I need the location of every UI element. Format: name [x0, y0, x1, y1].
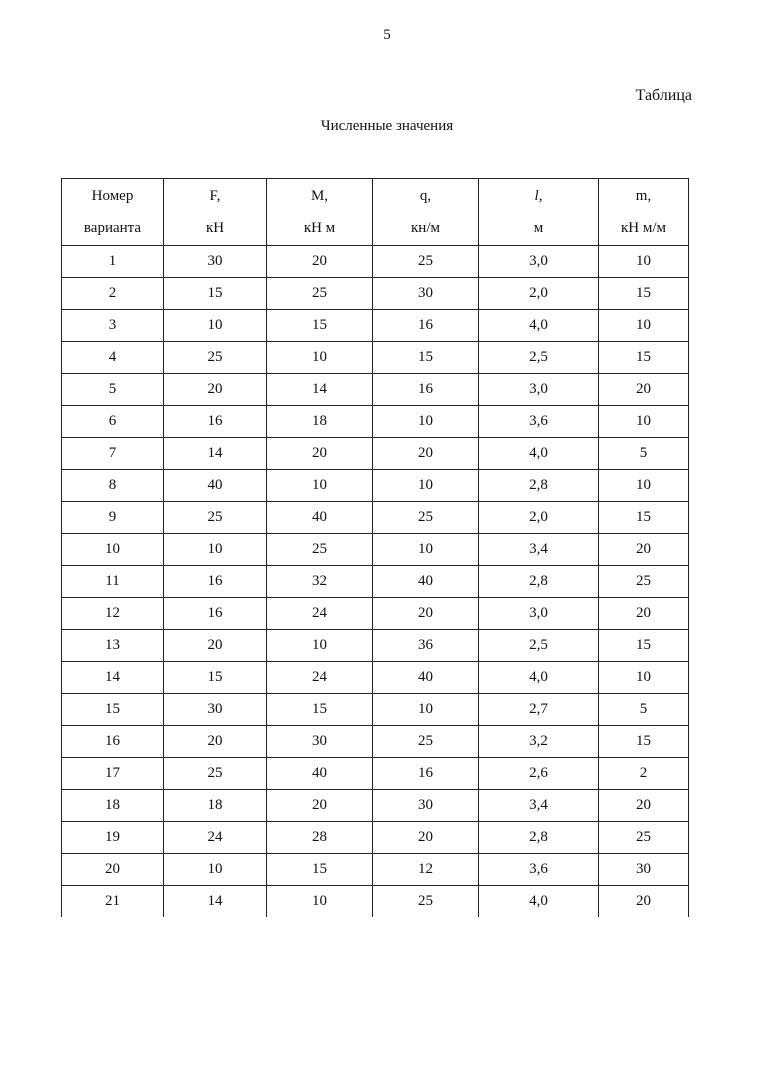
table-cell: 10 [373, 470, 479, 502]
table-cell: 10 [373, 406, 479, 438]
table-cell: 9 [62, 502, 164, 534]
table-cell: 15 [164, 278, 267, 310]
table-cell: 2 [599, 758, 689, 790]
table-label: Таблица [635, 87, 692, 104]
table-header-row [62, 179, 689, 246]
table-row [62, 406, 689, 438]
header-line: m, [635, 188, 652, 204]
header-line: Номер [91, 188, 134, 204]
table-cell: 2 [62, 278, 164, 310]
table-cell: 15 [599, 342, 689, 374]
table-cell: 21 [62, 886, 164, 918]
table-cell: 20 [267, 790, 373, 822]
table-cell: 4,0 [479, 662, 599, 694]
table-row [62, 534, 689, 566]
table-cell: 2,0 [479, 278, 599, 310]
table-cell: 20 [599, 374, 689, 406]
table-body [62, 246, 689, 918]
table-cell: 10 [62, 534, 164, 566]
table-cell: 14 [62, 662, 164, 694]
table-cell: 7 [62, 438, 164, 470]
header-line: M, [310, 188, 329, 204]
table-cell: 10 [599, 310, 689, 342]
header-moment [267, 179, 373, 246]
header-variant-number [62, 179, 164, 246]
table-cell: 20 [164, 374, 267, 406]
table-row [62, 502, 689, 534]
table-cell: 3 [62, 310, 164, 342]
table-cell: 25 [267, 534, 373, 566]
table-cell: 15 [267, 310, 373, 342]
page-number: 5 [383, 27, 391, 43]
table-row [62, 598, 689, 630]
table-cell: 40 [267, 502, 373, 534]
table-cell: 25 [599, 822, 689, 854]
table-cell: 30 [164, 694, 267, 726]
table-cell: 10 [599, 662, 689, 694]
table-cell: 25 [164, 758, 267, 790]
table-cell: 10 [599, 246, 689, 278]
header-line: F, [209, 188, 221, 204]
table-cell: 15 [62, 694, 164, 726]
table-cell: 1 [62, 246, 164, 278]
table-cell: 15 [599, 502, 689, 534]
table-cell: 28 [267, 822, 373, 854]
table-cell: 20 [62, 854, 164, 886]
table-cell: 40 [164, 470, 267, 502]
table-cell: 15 [267, 854, 373, 886]
table-cell: 25 [164, 342, 267, 374]
table-cell: 15 [373, 342, 479, 374]
table-cell: 20 [599, 598, 689, 630]
table-cell: 5 [599, 438, 689, 470]
table-cell: 16 [164, 566, 267, 598]
table-row [62, 246, 689, 278]
header-line: варианта [83, 220, 142, 236]
header-line: кн/м [411, 220, 440, 236]
table-cell: 4,0 [479, 438, 599, 470]
table-cell: 25 [164, 502, 267, 534]
table-cell: 40 [373, 566, 479, 598]
table-cell: 15 [599, 278, 689, 310]
table-cell: 15 [267, 694, 373, 726]
table-cell: 2,8 [479, 566, 599, 598]
table-cell: 3,4 [479, 790, 599, 822]
table-cell: 10 [373, 694, 479, 726]
table-cell: 10 [164, 854, 267, 886]
table-cell: 25 [373, 502, 479, 534]
table-title: Численные значения [320, 118, 454, 134]
table-cell: 2,5 [479, 342, 599, 374]
table-cell: 4 [62, 342, 164, 374]
table-cell: 18 [62, 790, 164, 822]
header-length [479, 179, 599, 246]
table-cell: 30 [164, 246, 267, 278]
table-cell: 32 [267, 566, 373, 598]
table-cell: 3,4 [479, 534, 599, 566]
table-cell: 3,0 [479, 246, 599, 278]
table-cell: 20 [599, 886, 689, 918]
table-cell: 10 [267, 470, 373, 502]
table-row [62, 822, 689, 854]
table-cell: 16 [373, 374, 479, 406]
header-line: q, [419, 188, 432, 204]
table-cell: 18 [267, 406, 373, 438]
table-cell: 3,0 [479, 374, 599, 406]
table-cell: 10 [599, 470, 689, 502]
table-cell: 40 [373, 662, 479, 694]
table-cell: 20 [267, 246, 373, 278]
table-cell: 24 [267, 662, 373, 694]
table-cell: 25 [599, 566, 689, 598]
header-distributed-moment [599, 179, 689, 246]
table-cell: 2,5 [479, 630, 599, 662]
table-cell: 3,6 [479, 406, 599, 438]
table-cell: 20 [599, 534, 689, 566]
table-cell: 16 [373, 310, 479, 342]
table-cell: 30 [599, 854, 689, 886]
table-row [62, 566, 689, 598]
table-row [62, 662, 689, 694]
table-cell: 25 [373, 726, 479, 758]
table-cell: 36 [373, 630, 479, 662]
table-cell: 18 [164, 790, 267, 822]
table-cell: 14 [164, 886, 267, 918]
table-cell: 2,8 [479, 470, 599, 502]
table-cell: 15 [164, 662, 267, 694]
table-cell: 15 [599, 726, 689, 758]
table-cell: 16 [62, 726, 164, 758]
header-distributed-load [373, 179, 479, 246]
table-cell: 5 [62, 374, 164, 406]
table-cell: 25 [373, 246, 479, 278]
table-row [62, 470, 689, 502]
table-cell: 10 [267, 342, 373, 374]
table-cell: 13 [62, 630, 164, 662]
table-cell: 10 [164, 310, 267, 342]
table-row [62, 886, 689, 918]
table-cell: 20 [164, 726, 267, 758]
table-cell: 20 [373, 598, 479, 630]
table-cell: 4,0 [479, 886, 599, 918]
table-cell: 3,2 [479, 726, 599, 758]
header-line: м [533, 220, 544, 236]
table-row [62, 854, 689, 886]
table-row [62, 438, 689, 470]
table-cell: 2,8 [479, 822, 599, 854]
table-cell: 10 [373, 534, 479, 566]
table-row [62, 790, 689, 822]
table-cell: 16 [373, 758, 479, 790]
table-cell: 11 [62, 566, 164, 598]
table-row [62, 726, 689, 758]
table-cell: 30 [373, 790, 479, 822]
table-cell: 14 [164, 438, 267, 470]
table-cell: 6 [62, 406, 164, 438]
table-row [62, 278, 689, 310]
values-table [61, 178, 689, 917]
table-cell: 2,0 [479, 502, 599, 534]
header-line: кН м [303, 220, 336, 236]
table-cell: 25 [373, 886, 479, 918]
table-cell: 40 [267, 758, 373, 790]
table-cell: 10 [599, 406, 689, 438]
table-cell: 20 [164, 630, 267, 662]
table-row [62, 630, 689, 662]
table-cell: 10 [267, 886, 373, 918]
table-row [62, 374, 689, 406]
table-cell: 20 [267, 438, 373, 470]
table-cell: 15 [599, 630, 689, 662]
table-cell: 10 [164, 534, 267, 566]
header-line: l, [534, 188, 543, 204]
table-cell: 2,6 [479, 758, 599, 790]
table-cell: 19 [62, 822, 164, 854]
table-cell: 20 [373, 822, 479, 854]
table-cell: 30 [267, 726, 373, 758]
table-cell: 16 [164, 406, 267, 438]
table-cell: 2,7 [479, 694, 599, 726]
table-cell: 12 [62, 598, 164, 630]
table-cell: 16 [164, 598, 267, 630]
table-cell: 14 [267, 374, 373, 406]
table-cell: 4,0 [479, 310, 599, 342]
table-cell: 24 [267, 598, 373, 630]
table-cell: 5 [599, 694, 689, 726]
table-row [62, 694, 689, 726]
header-line: кН м/м [620, 220, 667, 236]
table-cell: 24 [164, 822, 267, 854]
header-force [164, 179, 267, 246]
table-cell: 30 [373, 278, 479, 310]
table-cell: 10 [267, 630, 373, 662]
table-row [62, 758, 689, 790]
table-cell: 17 [62, 758, 164, 790]
table-row [62, 310, 689, 342]
header-line: кН [205, 220, 225, 236]
table-cell: 25 [267, 278, 373, 310]
table-cell: 12 [373, 854, 479, 886]
table-cell: 20 [373, 438, 479, 470]
table-row [62, 342, 689, 374]
table-cell: 20 [599, 790, 689, 822]
table-cell: 3,6 [479, 854, 599, 886]
table-cell: 3,0 [479, 598, 599, 630]
table-cell: 8 [62, 470, 164, 502]
